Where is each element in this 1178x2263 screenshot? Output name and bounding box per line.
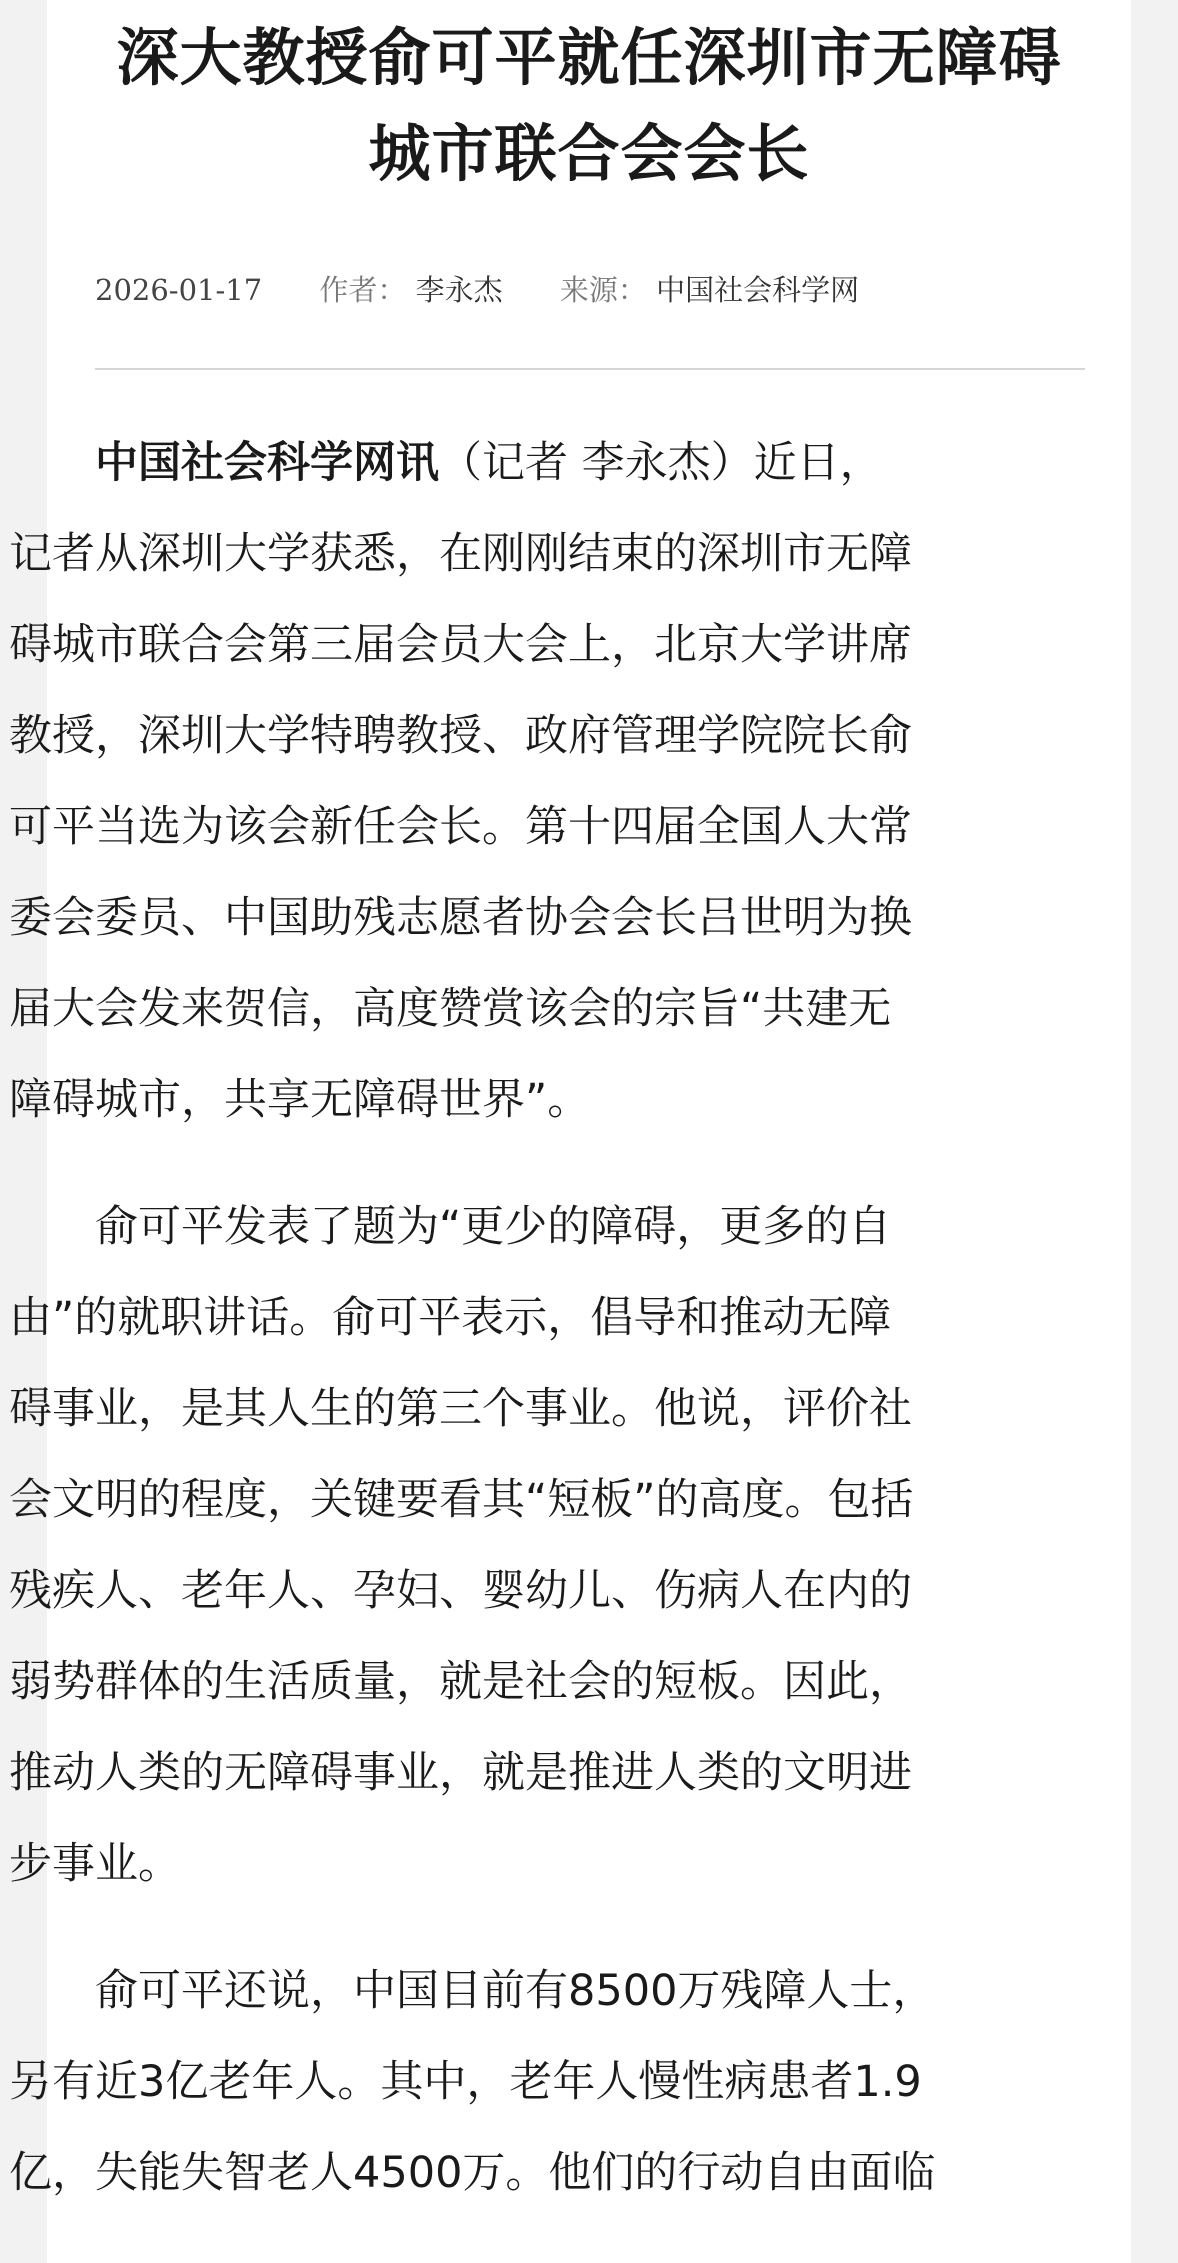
article-page — [9, 0, 1131, 2263]
source-label: 来源： — [559, 273, 647, 307]
source-name: 中国社会科学网 — [656, 273, 860, 307]
article-title — [47, 10, 1131, 202]
paragraph-line: 委会委员、中国助残志愿者协会会长吕世明为换 — [9, 893, 912, 943]
paragraph-line: 教授，深圳大学特聘教授、政府管理学院院长俞 — [9, 711, 912, 761]
paragraph-3 — [9, 1946, 1085, 2219]
divider — [95, 368, 1085, 370]
paragraph-line: 俞可平发表了题为“更少的障碍，更多的自 — [95, 1202, 892, 1252]
paragraph-line: 届大会发来贺信，高度赞赏该会的宗旨“共建无 — [9, 984, 892, 1034]
paragraph-line: 记者从深圳大学获悉，在刚刚结束的深圳市无障 — [9, 529, 912, 579]
paragraph-line: 碍事业，是其人生的第三个事业。他说，评价社 — [9, 1384, 912, 1434]
article-meta — [95, 265, 907, 315]
paragraph-line: 俞可平还说，中国目前有8500万残障人士， — [95, 1966, 936, 2016]
paragraph-line: 亿，失能失智老人4500万。他们的行动自由面临 — [9, 2148, 936, 2198]
paragraph-line: 会文明的程度，关键要看其“短板”的高度。包括 — [9, 1475, 914, 1525]
paragraph-1 — [9, 418, 1085, 1146]
article-title-line-1: 深大教授俞可平就任深圳市无障碍 — [116, 21, 1062, 94]
paragraph-line: 可平当选为该会新任会长。第十四届全国人大常 — [9, 802, 912, 852]
author-name: 李永杰 — [415, 273, 503, 307]
paragraph-line: 由”的就职讲话。俞可平表示，倡导和推动无障 — [9, 1293, 892, 1343]
paragraph-line: 弱势群体的生活质量，就是社会的短板。因此， — [9, 1657, 912, 1707]
paragraph-line: 中国社会科学网讯（记者 李永杰）近日， — [95, 438, 883, 488]
publish-date: 2026-01-17 — [95, 273, 263, 307]
paragraph-2 — [9, 1182, 1085, 1910]
article-body — [9, 418, 1085, 2255]
paragraph-line: 另有近3亿老年人。其中，老年人慢性病患者1.9 — [9, 2057, 922, 2107]
news-agency-lead: 中国社会科学网讯 — [95, 438, 439, 488]
paragraph-line: 推动人类的无障碍事业，就是推进人类的文明进 — [9, 1748, 912, 1798]
paragraph-line: 障碍城市，共享无障碍世界”。 — [9, 1075, 591, 1125]
article-title-line-2: 城市联合会会长 — [368, 117, 810, 190]
paragraph-line: 步事业。 — [9, 1839, 181, 1889]
paragraph-line: 碍城市联合会第三届会员大会上，北京大学讲席 — [9, 620, 912, 670]
author-label: 作者： — [319, 273, 407, 307]
paragraph-line: 残疾人、老年人、孕妇、婴幼儿、伤病人在内的 — [9, 1566, 912, 1616]
